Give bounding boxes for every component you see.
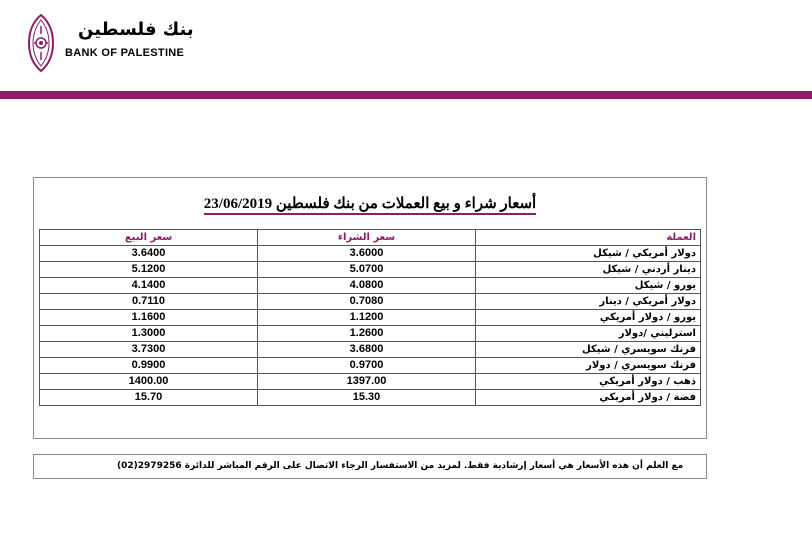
table-row	[40, 294, 701, 310]
buy-cell: 1.2600	[258, 326, 476, 342]
buy-cell: 3.6800	[258, 342, 476, 358]
page-title-text: أسعار شراء و بيع العملات من بنك فلسطين 23/06/2019	[204, 196, 536, 215]
rates-table	[39, 229, 701, 406]
sell-cell: 0.9900	[40, 358, 258, 374]
sell-cell: 0.7110	[40, 294, 258, 310]
buy-cell: 4.0800	[258, 278, 476, 294]
currency-cell: فضة / دولار أمريكي	[476, 390, 701, 406]
logo-english-text: BANK OF PALESTINE	[65, 47, 185, 59]
currency-cell: فرنك سويسري / شيكل	[476, 342, 701, 358]
buy-cell: 1.1200	[258, 310, 476, 326]
table-row	[40, 246, 701, 262]
currency-cell: دينار أردني / شيكل	[476, 262, 701, 278]
buy-cell: 1397.00	[258, 374, 476, 390]
sell-cell: 15.70	[40, 390, 258, 406]
sell-cell: 1.3000	[40, 326, 258, 342]
buy-cell: 3.6000	[258, 246, 476, 262]
table-row	[40, 262, 701, 278]
sell-cell: 1400.00	[40, 374, 258, 390]
table-row	[40, 310, 701, 326]
currency-cell: دولار أمريكي / دينار	[476, 294, 701, 310]
disclaimer-note: مع العلم أن هذه الأسعار هي أسعار إرشادية فقط. لمزيد من الاستفسار الرجاء الاتصال على الرقم المباشر للدائرة 2979256(02)	[33, 454, 707, 479]
buy-cell: 0.7080	[258, 294, 476, 310]
sell-cell: 1.1600	[40, 310, 258, 326]
table-row	[40, 390, 701, 406]
buy-cell: 0.9700	[258, 358, 476, 374]
table-row	[40, 374, 701, 390]
header-band	[0, 91, 812, 99]
currency-cell: فرنك سويسري / دولار	[476, 358, 701, 374]
currency-cell: ذهب / دولار أمريكي	[476, 374, 701, 390]
sell-cell: 5.1200	[40, 262, 258, 278]
header-currency: العملة	[476, 230, 701, 246]
table-row	[40, 326, 701, 342]
logo-arabic-text: بنك فلسطين	[78, 19, 194, 40]
currency-cell: استرليني /دولار	[476, 326, 701, 342]
currency-cell: يورو / دولار أمريكي	[476, 310, 701, 326]
currency-cell: يورو / شيكل	[476, 278, 701, 294]
buy-cell: 5.0700	[258, 262, 476, 278]
header-sell: سعر البيع	[40, 230, 258, 246]
table-header-row	[40, 230, 701, 246]
table-row	[40, 278, 701, 294]
table-row	[40, 342, 701, 358]
bank-emblem-icon	[28, 14, 54, 72]
currency-cell: دولار أمريكي / شيكل	[476, 246, 701, 262]
page-title	[0, 194, 740, 213]
sell-cell: 3.7300	[40, 342, 258, 358]
sell-cell: 3.6400	[40, 246, 258, 262]
header-buy: سعر الشراء	[258, 230, 476, 246]
buy-cell: 15.30	[258, 390, 476, 406]
table-row	[40, 358, 701, 374]
sell-cell: 4.1400	[40, 278, 258, 294]
